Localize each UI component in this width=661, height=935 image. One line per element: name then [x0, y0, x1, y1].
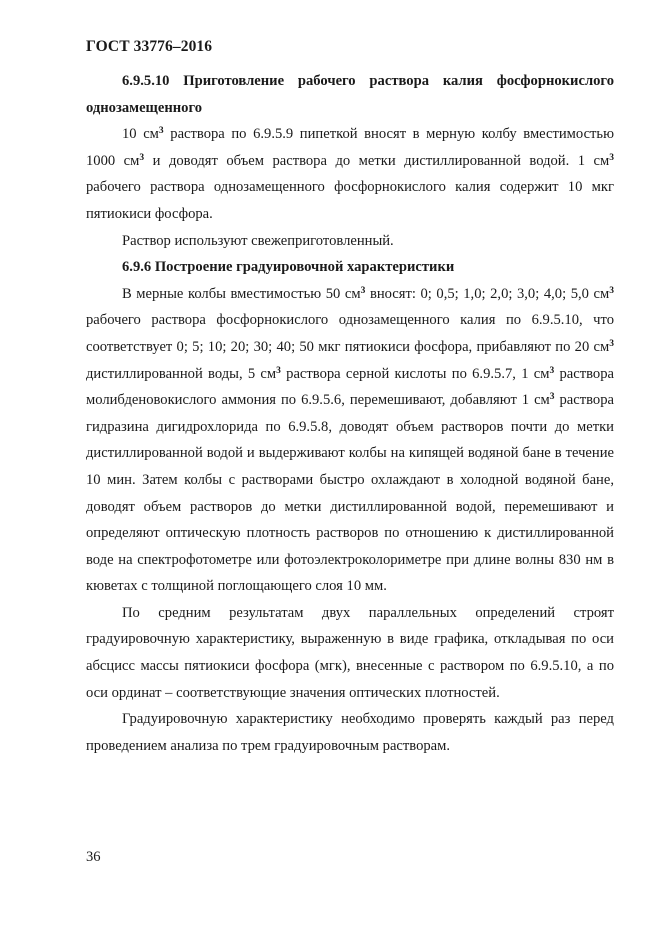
- paragraph-calibration-graph: По средним результатам двух параллельных определений строят градуировочную характеристику, выраженную в виде графика, откладывая по оси абсцисс массы пятиокиси фосфора (мгк), внесенные с раствором по 6.9.5.10, а по оси ординат – соответствующие значения оптических плотностей.: [86, 604, 614, 701]
- superscript: 3: [549, 392, 555, 403]
- text-segment: раствора гидразина дигидрохлорида по 6.9.5.8, доводят объем растворов почти до метки дистиллированной водой и выдерживают колбы на кипящей водяной бане в течение 10 мин. Затем колбы с растворами быстро охлаждают в холодной водяной бане, доводят объем растворов до метки дистиллированной водой, перемешивают и определяют оптическую плотность растворов по отношению к дистиллированной воде на спектрофотометре или фотоэлектроколориметре при длине волны 830 нм в кюветах с толщиной поглощающего слоя 10 мм.: [86, 392, 614, 595]
- text-segment: 10 см: [122, 126, 159, 143]
- text-segment: и доводят объем раствора до метки дистиллированной водой. 1 см: [144, 152, 610, 169]
- paragraph-fresh-solution: Раствор используют свежеприготовленный.: [122, 232, 394, 249]
- document-code-header: ГОСТ 33776–2016: [86, 38, 213, 55]
- paragraph-calibration-check: Градуировочную характеристику необходимо проверять каждый раз перед проведением анализа по трем градуировочным растворам.: [86, 711, 614, 754]
- paragraph-working-solution-prep: [86, 121, 614, 227]
- text-segment: дистиллированной воды, 5 см: [86, 365, 277, 382]
- text-segment: В мерные колбы вместимостью 50 см: [122, 285, 361, 302]
- text-segment: раствора молибденовокислого аммония по 6.9.5.6, перемешивают, добавляют 1 см: [86, 365, 614, 409]
- section-heading-6-9-6: 6.9.6 Построение градуировочной характеристики: [122, 259, 455, 276]
- text-segment: раствора по 6.9.5.9 пипеткой вносят в мерную колбу вместимостью 1000 см: [86, 126, 614, 169]
- text-segment: рабочего раствора фосфорнокислого однозамещенного калия по 6.9.5.10, что соответствует 0; 5; 10; 20; 30; 40; 50 мкг пятиокиси фосфора, прибавляют по 20 см: [86, 312, 614, 355]
- text-segment: раствора серной кислоты по 6.9.5.7, 1 см: [280, 365, 550, 382]
- superscript: 3: [139, 152, 145, 163]
- superscript: 3: [609, 152, 614, 163]
- text-segment: вносят: 0; 0,5; 1,0; 2,0; 3,0; 4,0; 5,0 см: [365, 285, 610, 302]
- document-body: [86, 68, 614, 759]
- superscript: 3: [609, 285, 614, 296]
- superscript: 3: [158, 126, 164, 137]
- superscript: 3: [360, 285, 366, 296]
- superscript: 3: [609, 338, 614, 349]
- paragraph-calibration-procedure: [86, 281, 614, 600]
- section-heading-6-9-5-10: 6.9.5.10 Приготовление рабочего раствора калия фосфорнокислого однозамещенного: [86, 73, 614, 116]
- superscript: 3: [549, 365, 555, 376]
- superscript: 3: [276, 365, 281, 376]
- text-segment: рабочего раствора однозамещенного фосфорнокислого калия содержит 10 мкг пятиокиси фосфора.: [86, 179, 614, 222]
- page-number: 36: [86, 849, 101, 865]
